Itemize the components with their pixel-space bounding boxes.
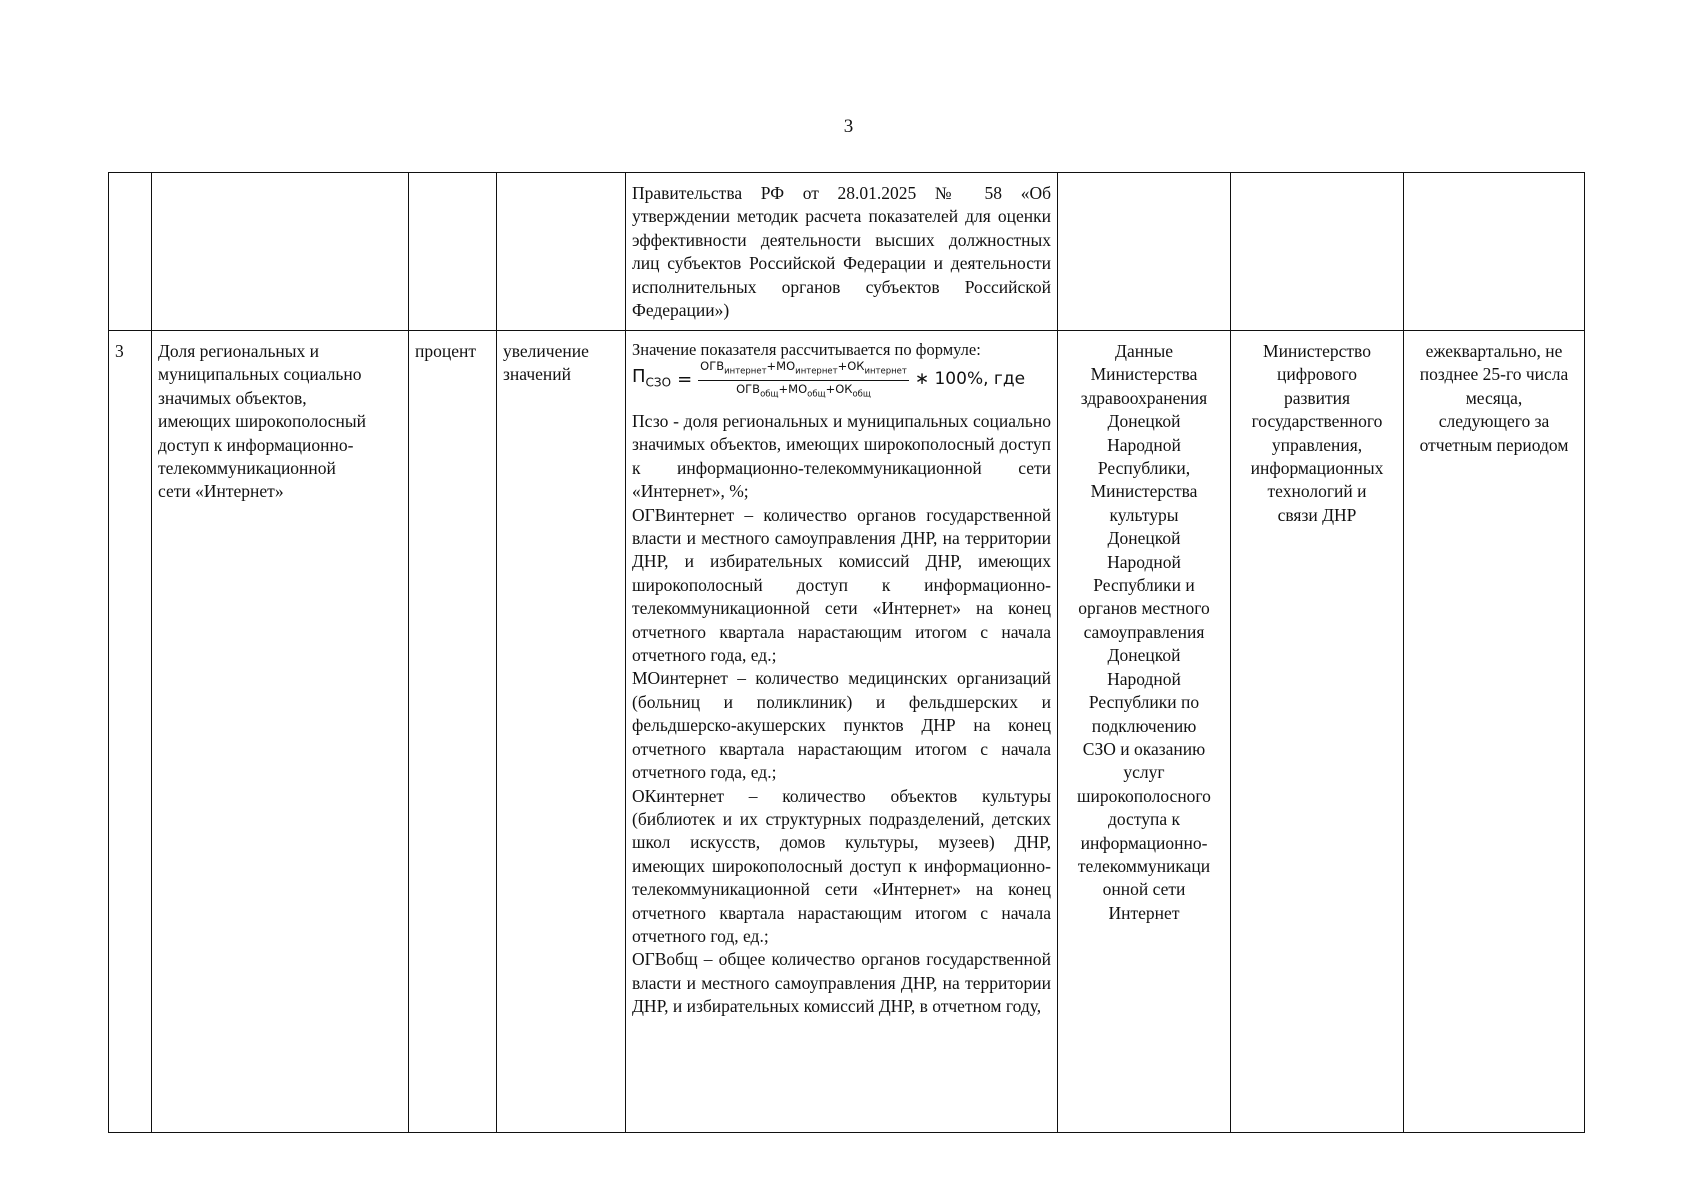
- responsible-cell: [1231, 173, 1404, 331]
- formula-numerator: [698, 359, 909, 380]
- method-text: Правительства РФ от 28.01.2025 № 58 «Об утверждении методик расчета показателей для оценки эффективности деятельности высших должностных лиц субъектов Российской Федерации и деятельности исполнительных органов субъектов Российской Федерации»): [632, 183, 1051, 321]
- method-paragraph: ОГВинтернет – количество органов государственной власти и местного самоуправления ДНР, на территории ДНР, и избирательных комиссий ДНР, имеющих широкополосный доступ к информационно-телекоммуникационной сети «Интернет» на конец отчетного квартала нарастающим итогом с начала отчетного года, ед.;: [632, 504, 1051, 666]
- frequency-cell: ежеквартально, не позднее 25-го числа месяца, следующего за отчетным периодом: [1404, 331, 1585, 1133]
- source-cell: Данные Министерства здравоохранения Донецкой Народной Республики, Министерства культуры Донецкой Народной Республики и органов местного самоуправления Донецкой Народной Республики по подключению СЗО и оказанию услуг широкополосного доступа к информационно- телекоммуникаци онной сети Интернет: [1058, 331, 1231, 1133]
- denominator-subscript: общ: [760, 388, 779, 399]
- row-number-cell: [109, 173, 152, 331]
- formula: [632, 360, 1051, 400]
- formula-caption: Значение показателя рассчитывается по формуле:: [632, 340, 981, 359]
- denominator-term: ОГВ: [736, 381, 761, 396]
- frequency-cell: [1404, 173, 1585, 331]
- formula-denominator: [734, 381, 873, 401]
- source-cell: [1058, 173, 1231, 331]
- unit-cell: процент: [409, 331, 497, 1133]
- numerator-term: +МО: [766, 359, 796, 374]
- formula-tail: ∗ 100%, где: [914, 369, 1026, 390]
- formula-lhs-symbol: П: [632, 366, 646, 387]
- direction-cell: [497, 173, 626, 331]
- unit-cell: [409, 173, 497, 331]
- direction-cell: увеличение значений: [497, 331, 626, 1133]
- table-row: [109, 173, 1585, 331]
- method-cell: [626, 173, 1058, 331]
- method-paragraph: ОГВобщ – общее количество органов государственной власти и местного самоуправления ДНР, на территории ДНР, и избирательных комиссий ДНР, в отчетном году,: [632, 949, 1051, 1017]
- method-paragraph: Псзо - доля региональных и муниципальных социально значимых объектов, имеющих широкополосный доступ к информационно-телекоммуникационной сети «Интернет», %;: [632, 411, 1051, 502]
- numerator-subscript: интернет: [724, 366, 767, 377]
- row-number-cell: 3: [109, 331, 152, 1133]
- method-paragraph: ОКинтернет – количество объектов культуры (библиотек и их структурных подразделений, детских школ искусств, домов культуры, музеев) ДНР, имеющих широкополосный доступ к информационно-телекоммуникационной сети «Интернет» на конец отчетного квартала нарастающим итогом с начала отчетного год, ед.;: [632, 785, 1051, 946]
- table-row: [109, 331, 1585, 1133]
- formula-lhs: [632, 365, 671, 395]
- indicator-name-cell: Доля региональных и муниципальных социально значимых объектов, имеющих широкополосный доступ к информационно- телекоммуникационной сети «Интернет»: [152, 331, 409, 1133]
- denominator-subscript: общ: [852, 388, 871, 399]
- indicator-table: [108, 172, 1585, 1133]
- denominator-term: +МО: [778, 381, 808, 396]
- denominator-term: +ОК: [825, 381, 853, 396]
- formula-equals: =: [677, 369, 693, 391]
- numerator-term: +ОК: [837, 359, 865, 374]
- numerator-term: ОГВ: [700, 359, 725, 374]
- numerator-subscript: интернет: [864, 366, 907, 377]
- method-cell: [626, 331, 1058, 1133]
- method-paragraph: МОинтернет – количество медицинских организаций (больниц и поликлиник) и фельдшерских и фельдшерско-акушерских пунктов ДНР на конец отчетного квартала нарастающим итогом с начала отчетного года, ед.;: [632, 668, 1051, 783]
- page-number: 3: [843, 116, 854, 137]
- formula-fraction: [698, 359, 909, 401]
- responsible-cell: Министерство цифрового развития государственного управления, информационных технологий и связи ДНР: [1231, 331, 1404, 1133]
- indicator-name-cell: [152, 173, 409, 331]
- formula-lhs-subscript: СЗО: [645, 375, 672, 390]
- numerator-subscript: интернет: [795, 366, 838, 377]
- denominator-subscript: общ: [807, 388, 826, 399]
